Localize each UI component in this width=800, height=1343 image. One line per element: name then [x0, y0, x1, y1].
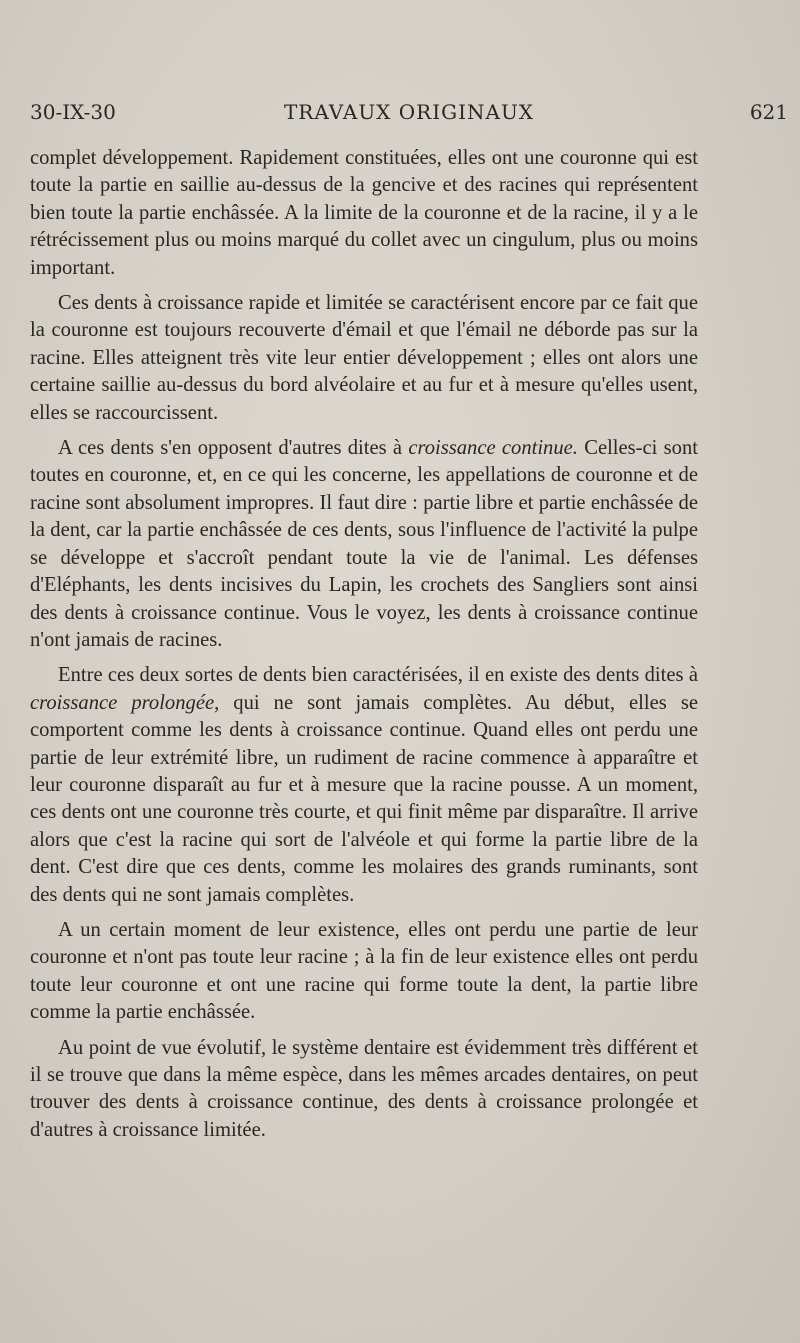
paragraph-text: Ces dents à croissance rapide et limitée se caractérisent encore par ce fait que la couronne est toujours recouverte d'émail et que l'émail ne déborde pas sur la racine. Elles atteignent très vite leur entier développement ; elles ont alors une certaine saillie au-dessus du bord alvéolaire et au fur et à mesure qu'elles usent, elles se raccourcissent.	[30, 292, 698, 424]
header-title: TRAVAUX ORIGINAUX	[283, 100, 535, 124]
italic-term: croissance prolongée,	[30, 691, 220, 714]
page-number: 621	[749, 100, 788, 124]
header-date: 30-IX-30	[30, 100, 116, 124]
paragraph-6	[30, 1035, 698, 1145]
paragraph-text: Au point de vue évolutif, le système dentaire est évidemment très différent et il se trouve que dans la même espèce, dans les mêmes arcades dentaires, on peut trouver des dents à croissance continue, des dents à croissance prolongée et d'autres à croissance limitée.	[30, 1036, 698, 1141]
paragraph-5	[30, 917, 698, 1027]
running-header	[30, 100, 788, 134]
paragraph-2	[30, 290, 698, 427]
paragraph-text: A ces dents s'en opposent d'autres dites à	[58, 437, 409, 460]
paragraph-text: qui ne sont jamais complètes. Au début, elles se comportent comme les dents à croissance continue. Quand elles ont perdu une partie de leur extrémité libre, un rudiment de racine commence à apparaître et leur couronne disparaît au fur et à mesure que la racine pousse. A un moment, ces dents ont une couronne très courte, et qui finit même par disparaître. Il arrive alors que c'est la racine qui sort de l'alvéole et qui forme la partie libre de la dent. C'est dire que ces dents, comme les molaires des grands ruminants, sont des dents qui ne sont jamais complètes.	[30, 691, 698, 906]
paragraph-text: Celles-ci sont toutes en couronne, et, en ce qui les concerne, les appellations de couronne et de racine sont absolument impropres. Il faut dire : partie libre et partie enchâssée de la dent, car la partie enchâssée de ces dents, sous l'influence de l'activité la pulpe se développe et s'accroît pendant toute la vie de l'animal. Les défenses d'Eléphants, les dents incisives du Lapin, les crochets des Sangliers sont ainsi des dents à croissance continue. Vous le voyez, les dents à croissance continue n'ont jamais de racines.	[30, 437, 698, 651]
paragraph-3	[30, 435, 698, 654]
paragraph-text: complet développement. Rapidement constituées, elles ont une couronne qui est toute la partie en saillie au-dessus de la gencive et des racines qui représentent bien toute la partie enchâssée. A la limite de la couronne et de la racine, il y a le rétrécissement plus ou moins marqué du collet avec un cingulum, plus ou moins important.	[30, 147, 698, 279]
body-text	[30, 145, 698, 1144]
paragraph-text: Entre ces deux sortes de dents bien caractérisées, il en existe des dents dites à	[58, 664, 698, 687]
italic-term: croissance continue.	[408, 437, 578, 460]
paragraph-4	[30, 662, 698, 909]
paragraph-1	[30, 145, 698, 282]
paragraph-text: A un certain moment de leur existence, elles ont perdu une partie de leur couronne et n'ont pas toute leur racine ; à la fin de leur existence elles ont perdu toute leur couronne et ont une racine qui forme toute la dent, la partie libre comme la partie enchâssée.	[30, 918, 698, 1024]
